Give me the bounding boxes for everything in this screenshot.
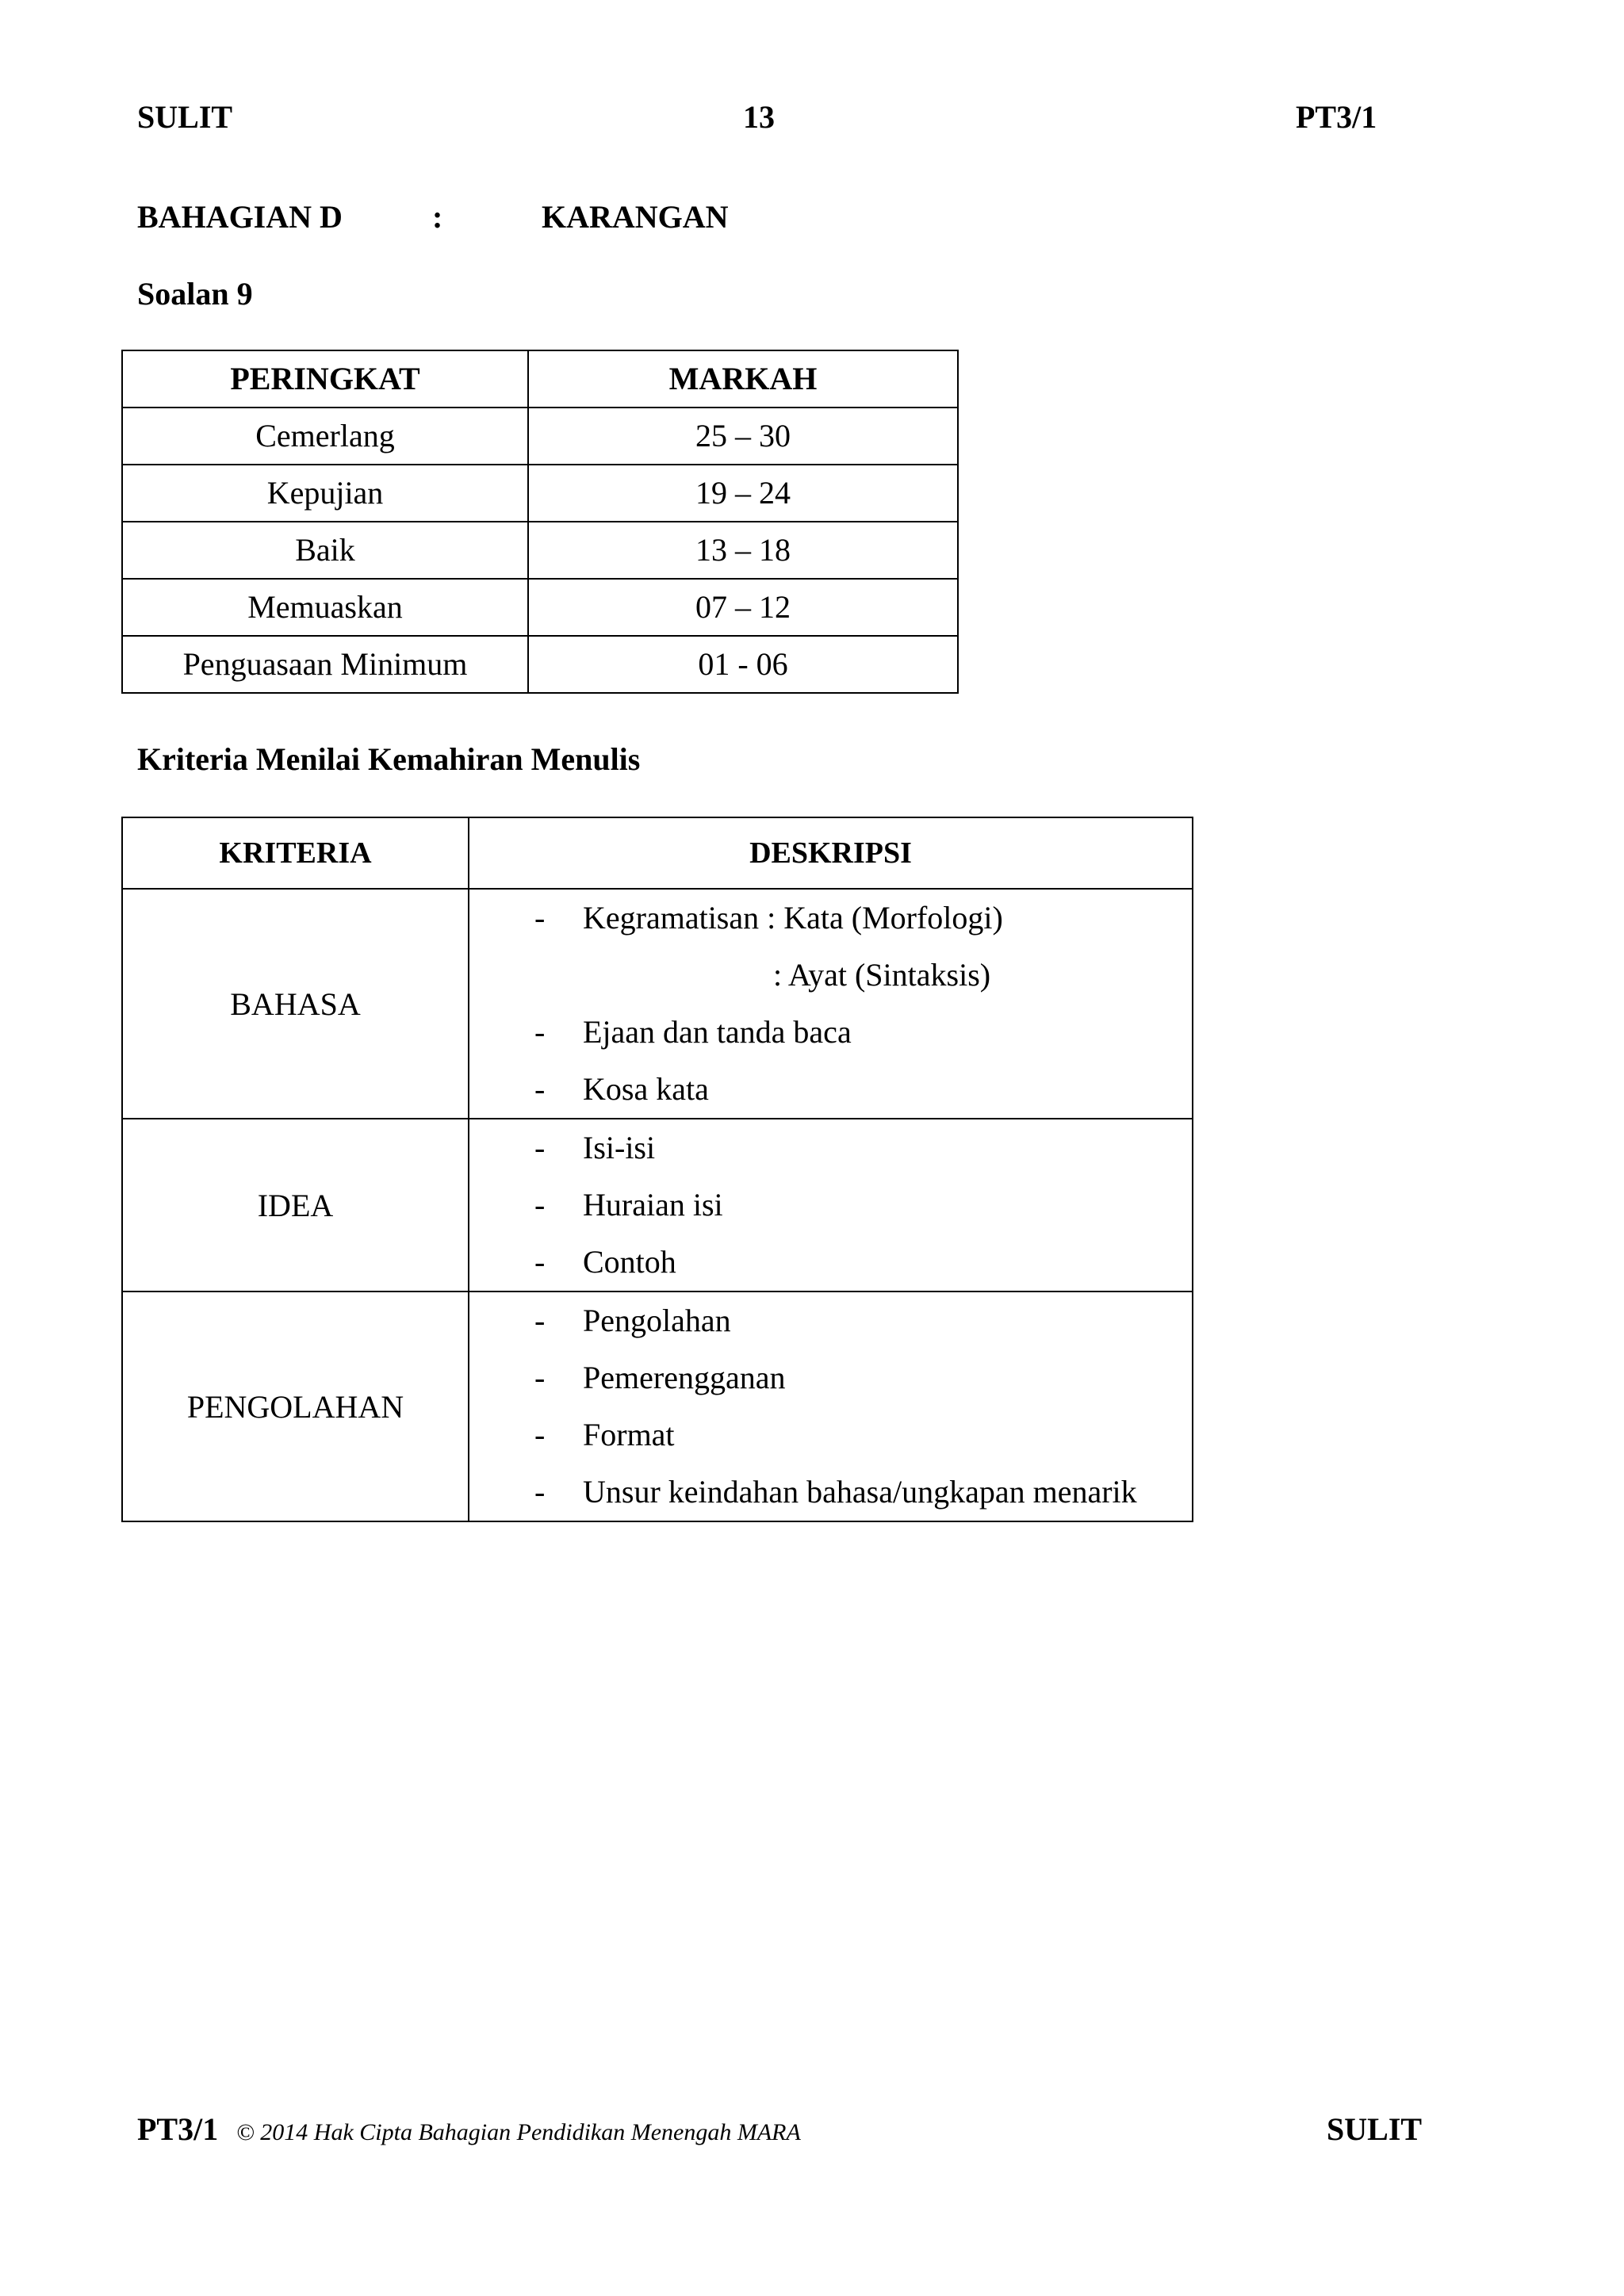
criteria-name: PENGOLAHAN [122,1292,469,1521]
criteria-description [469,1292,1193,1521]
description-text: Pengolahan [583,1303,731,1338]
criteria-description [469,1119,1193,1292]
page-number: 13 [743,99,775,135]
grade-marks: 01 - 06 [528,636,958,693]
description-text: : Ayat (Sintaksis) [773,957,991,993]
bullet-dash: - [534,1014,546,1050]
header-kriteria: KRITERIA [122,817,469,889]
description-text: Contoh [583,1244,676,1280]
footer-paper-code: PT3/1 [137,2111,219,2147]
table-row [122,465,958,522]
grade-marks: 07 – 12 [528,579,958,636]
list-item [469,1119,1192,1177]
bullet-dash: - [534,900,546,936]
table-row [122,1119,1193,1292]
description-text: Kegramatisan : Kata (Morfologi) [583,900,1003,936]
criteria-description [469,889,1193,1119]
header-markah: MARKAH [528,350,958,408]
grade-level: Penguasaan Minimum [122,636,528,693]
description-text: Format [583,1417,675,1452]
criteria-name: IDEA [122,1119,469,1292]
grade-level: Baik [122,522,528,579]
header-deskripsi: DESKRIPSI [469,817,1193,889]
description-text: Kosa kata [583,1071,709,1107]
grade-table [121,350,959,694]
footer-copyright: © 2014 Hak Cipta Bahagian Pendidikan Menengah MARA [236,2119,801,2145]
list-item [469,1177,1192,1234]
list-item [469,947,1192,1004]
table-row [122,579,958,636]
header-peringkat: PERINGKAT [122,350,528,408]
table-row [122,1292,1193,1521]
table-row [122,636,958,693]
bullet-dash: - [534,1474,546,1510]
section-label: BAHAGIAN D [137,199,343,235]
list-item [469,1061,1192,1118]
description-text: Isi-isi [583,1130,656,1165]
list-item [469,1406,1192,1464]
description-text: Huraian isi [583,1187,723,1223]
grade-marks: 19 – 24 [528,465,958,522]
criteria-name: BAHASA [122,889,469,1119]
grade-marks: 13 – 18 [528,522,958,579]
list-item [469,1464,1192,1521]
bullet-dash: - [534,1360,546,1395]
grade-table-header-row [122,350,958,408]
grade-level: Kepujian [122,465,528,522]
criteria-table-header-row [122,817,1193,889]
footer-sulit-label: SULIT [1327,2111,1423,2147]
criteria-table [121,817,1193,1522]
bullet-dash: - [534,1187,546,1223]
bullet-dash: - [534,1303,546,1338]
section-title: KARANGAN [542,199,729,235]
header-sulit-label: SULIT [137,99,233,135]
grade-level: Memuaskan [122,579,528,636]
table-row [122,408,958,465]
table-row [122,522,958,579]
description-text: Pemerengganan [583,1360,786,1395]
grade-level: Cemerlang [122,408,528,465]
table-row [122,889,1193,1119]
grade-marks: 25 – 30 [528,408,958,465]
header-paper-code: PT3/1 [1296,99,1377,135]
section-separator: : [432,199,443,235]
bullet-dash: - [534,1244,546,1280]
list-item [469,890,1192,947]
criteria-heading: Kriteria Menilai Kemahiran Menulis [137,741,641,777]
bullet-dash: - [534,1071,546,1107]
bullet-dash: - [534,1130,546,1165]
question-number: Soalan 9 [137,276,253,312]
list-item [469,1004,1192,1061]
list-item [469,1292,1192,1349]
bullet-dash: - [534,1417,546,1452]
list-item [469,1349,1192,1406]
list-item [469,1234,1192,1291]
description-text: Ejaan dan tanda baca [583,1014,852,1050]
description-text: Unsur keindahan bahasa/ungkapan menarik [583,1474,1137,1510]
